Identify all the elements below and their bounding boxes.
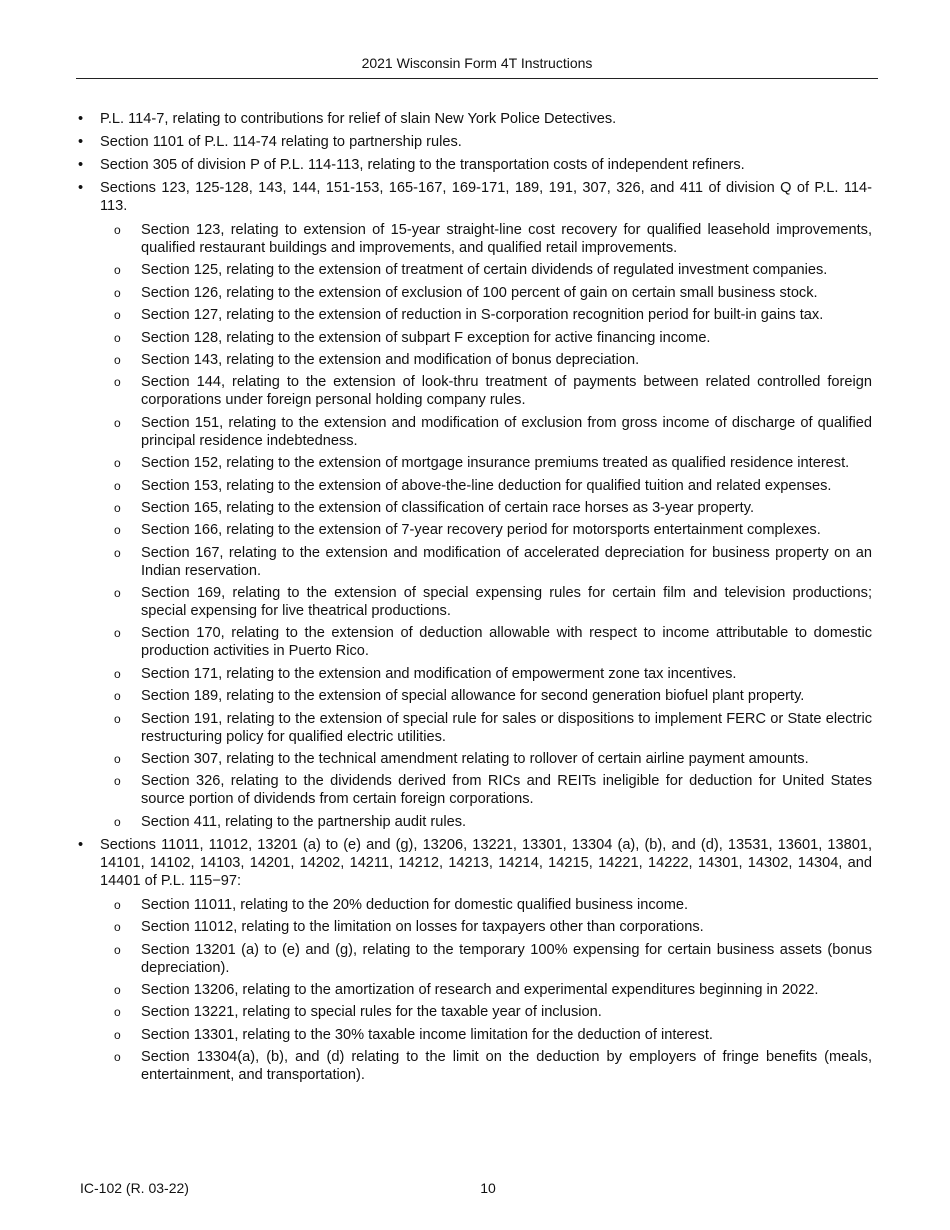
page-number: 10 <box>480 1180 496 1196</box>
circle-bullet-icon: o <box>114 1027 121 1042</box>
sub-list-item <box>100 665 872 683</box>
list-item-text: Section 1101 of P.L. 114-74 relating to partnership rules. <box>100 134 462 150</box>
sub-list-item-text: Section 13221, relating to special rules for the taxable year of inclusion. <box>141 1004 602 1021</box>
sub-list-item <box>100 813 872 831</box>
sub-list-item <box>100 750 872 768</box>
sub-list-item <box>100 499 872 517</box>
circle-bullet-icon: o <box>114 586 121 601</box>
circle-bullet-icon: o <box>114 1050 121 1065</box>
circle-bullet-icon: o <box>114 375 121 390</box>
sub-list-item <box>100 477 872 495</box>
sub-list-item <box>100 1048 872 1084</box>
sub-list-item <box>100 941 872 977</box>
circle-bullet-icon: o <box>114 545 121 560</box>
circle-bullet-icon: o <box>114 942 121 957</box>
circle-bullet-icon: o <box>114 814 121 829</box>
circle-bullet-icon: o <box>114 982 121 997</box>
sub-list-item-text: Section 171, relating to the extension and modification of empowerment zone tax incentives. <box>141 665 737 682</box>
circle-bullet-icon: o <box>114 666 121 681</box>
sub-list-item <box>100 687 872 705</box>
sub-list-item <box>100 981 872 999</box>
sub-list-item-text: Section 11012, relating to the limitation on losses for taxpayers other than corporations. <box>141 919 704 936</box>
circle-bullet-icon: o <box>114 263 121 278</box>
sub-list-item-text: Section 170, relating to the extension of deduction allowable with respect to income attributable to domestic production activities in Puerto Rico. <box>141 625 872 660</box>
bullet-icon: • <box>78 157 84 173</box>
sub-list-item <box>100 1026 872 1044</box>
sub-list-item <box>100 1003 872 1021</box>
sub-list-item <box>100 306 872 324</box>
sub-list-item-text: Section 127, relating to the extension of reduction in S-corporation recognition period for built-in gains tax. <box>141 307 824 324</box>
sub-list-item-text: Section 144, relating to the extension of look-thru treatment of payments between related controlled foreign corporations under foreign personal holding company rules. <box>141 374 872 409</box>
sub-list-item-text: Section 169, relating to the extension of special expensing rules for certain film and television productions; special expensing for live theatrical productions. <box>141 585 872 620</box>
circle-bullet-icon: o <box>114 285 121 300</box>
sub-list-item-text: Section 13206, relating to the amortization of research and experimental expenditures beginning in 2022. <box>141 981 819 998</box>
list-item <box>76 156 872 174</box>
sub-list-item <box>100 710 872 746</box>
sub-list-item-text: Section 307, relating to the technical amendment relating to rollover of certain airline payment amounts. <box>141 751 809 768</box>
list-item <box>76 836 872 1084</box>
sub-list-item-text: Section 189, relating to the extension of special allowance for second generation biofuel plant property. <box>141 688 805 705</box>
sub-list-item <box>100 544 872 580</box>
circle-bullet-icon: o <box>114 308 121 323</box>
sub-list-item <box>100 521 872 539</box>
sub-list-item <box>100 624 872 660</box>
sub-list-item-text: Section 411, relating to the partnership audit rules. <box>141 813 467 830</box>
circle-bullet-icon: o <box>114 415 121 430</box>
document-body <box>76 110 872 1089</box>
sub-list-item-text: Section 167, relating to the extension and modification of accelerated depreciation for business property on an Indian reservation. <box>141 544 872 579</box>
circle-bullet-icon: o <box>114 711 121 726</box>
circle-bullet-icon: o <box>114 223 121 237</box>
circle-bullet-icon: o <box>114 897 121 912</box>
form-id: IC-102 (R. 03-22) <box>80 1180 189 1196</box>
list-item-text: P.L. 114-7, relating to contributions for relief of slain New York Police Detectives. <box>100 111 617 127</box>
circle-bullet-icon: o <box>114 774 121 789</box>
sub-list-item <box>100 221 872 257</box>
sub-list-item <box>100 284 872 302</box>
sub-list-item-text: Section 326, relating to the dividends derived from RICs and REITs ineligible for deduction for United States source portion of dividends from certain foreign corporations. <box>141 773 872 808</box>
sub-list-item-text: Section 165, relating to the extension of classification of certain race horses as 3-year property. <box>141 499 754 516</box>
bullet-icon: • <box>78 111 84 127</box>
sub-list-item-text: Section 123, relating to extension of 15-year straight-line cost recovery for qualified leasehold improvements, qualified restaurant buildings and improvements, and qualified retail improvements. <box>141 222 872 256</box>
sub-list-item-text: Section 191, relating to the extension of special rule for sales or dispositions to implement FERC or State electric restructuring policy for qualified electric utilities. <box>141 710 872 745</box>
page-header: 2021 Wisconsin Form 4T Instructions <box>361 55 593 71</box>
sub-list-item <box>100 261 872 279</box>
sub-list-item <box>100 584 872 620</box>
list-item-text: Sections 11011, 11012, 13201 (a) to (e) and (g), 13206, 13221, 13301, 13304 (a), (b), and (d), 13531, 13601, 13801, 14101, 14102, 14103, 14201, 14202, 14211, 14212, 14213, 14214, 14215, 14221, 14222, 14301, 14302, 14304, and 14401 of P.L. 115−97: <box>100 836 872 889</box>
circle-bullet-icon: o <box>114 752 121 767</box>
list-item-text: Sections 123, 125-128, 143, 144, 151-153, 165-167, 169-171, 189, 191, 307, 326, and 411 of division Q of P.L. 114-113. <box>100 180 872 214</box>
sub-list-item <box>100 329 872 347</box>
sub-list-item-text: Section 11011, relating to the 20% deduction for domestic qualified business income. <box>141 896 689 913</box>
sub-list-item <box>100 918 872 936</box>
list-item <box>76 179 872 831</box>
sub-list-item-text: Section 13304(a), (b), and (d) relating to the limit on the deduction by employers of fringe benefits (meals, entertainment, and transportation). <box>141 1049 872 1084</box>
circle-bullet-icon: o <box>114 456 121 471</box>
sub-list-item-text: Section 128, relating to the extension of subpart F exception for active financing income. <box>141 329 711 346</box>
sub-list-item <box>100 454 872 472</box>
sub-list-item-text: Section 153, relating to the extension of above-the-line deduction for qualified tuition and related expenses. <box>141 477 832 494</box>
sub-list-item-text: Section 152, relating to the extension of mortgage insurance premiums treated as qualified residence interest. <box>141 455 850 472</box>
sub-list-item-text: Section 151, relating to the extension and modification of exclusion from gross income of discharge of qualified principal residence indebtedness. <box>141 414 872 449</box>
sub-list <box>100 896 872 1084</box>
sub-list-item <box>100 351 872 369</box>
sub-list-item <box>100 414 872 450</box>
sub-list-item-text: Section 126, relating to the extension of exclusion of 100 percent of gain on certain small business stock. <box>141 284 818 301</box>
sub-list-item <box>100 896 872 914</box>
circle-bullet-icon: o <box>114 1005 121 1020</box>
circle-bullet-icon: o <box>114 689 121 704</box>
circle-bullet-icon: o <box>114 626 121 641</box>
circle-bullet-icon: o <box>114 352 121 367</box>
bullet-icon: • <box>78 836 84 853</box>
list-item-text: Section 305 of division P of P.L. 114-113, relating to the transportation costs of independent refiners. <box>100 157 745 173</box>
sub-list-item <box>100 772 872 808</box>
sub-list-item-text: Section 13201 (a) to (e) and (g), relating to the temporary 100% expensing for certain business assets (bonus depreciation). <box>141 941 872 976</box>
bullet-icon: • <box>78 134 84 150</box>
sub-list <box>100 221 872 831</box>
bullet-icon: • <box>78 180 84 196</box>
circle-bullet-icon: o <box>114 920 121 935</box>
list-item <box>76 133 872 151</box>
circle-bullet-icon: o <box>114 500 121 515</box>
circle-bullet-icon: o <box>114 330 121 345</box>
circle-bullet-icon: o <box>114 523 121 538</box>
circle-bullet-icon: o <box>114 478 121 493</box>
bullet-list <box>76 110 872 1084</box>
header-divider <box>76 78 878 79</box>
list-item <box>76 110 872 128</box>
sub-list-item-text: Section 13301, relating to the 30% taxable income limitation for the deduction of interest. <box>141 1026 713 1043</box>
sub-list-item-text: Section 166, relating to the extension of 7-year recovery period for motorsports entertainment complexes. <box>141 522 821 539</box>
sub-list-item-text: Section 143, relating to the extension and modification of bonus depreciation. <box>141 351 640 368</box>
sub-list-item <box>100 373 872 409</box>
sub-list-item-text: Section 125, relating to the extension of treatment of certain dividends of regulated investment companies. <box>141 262 828 279</box>
